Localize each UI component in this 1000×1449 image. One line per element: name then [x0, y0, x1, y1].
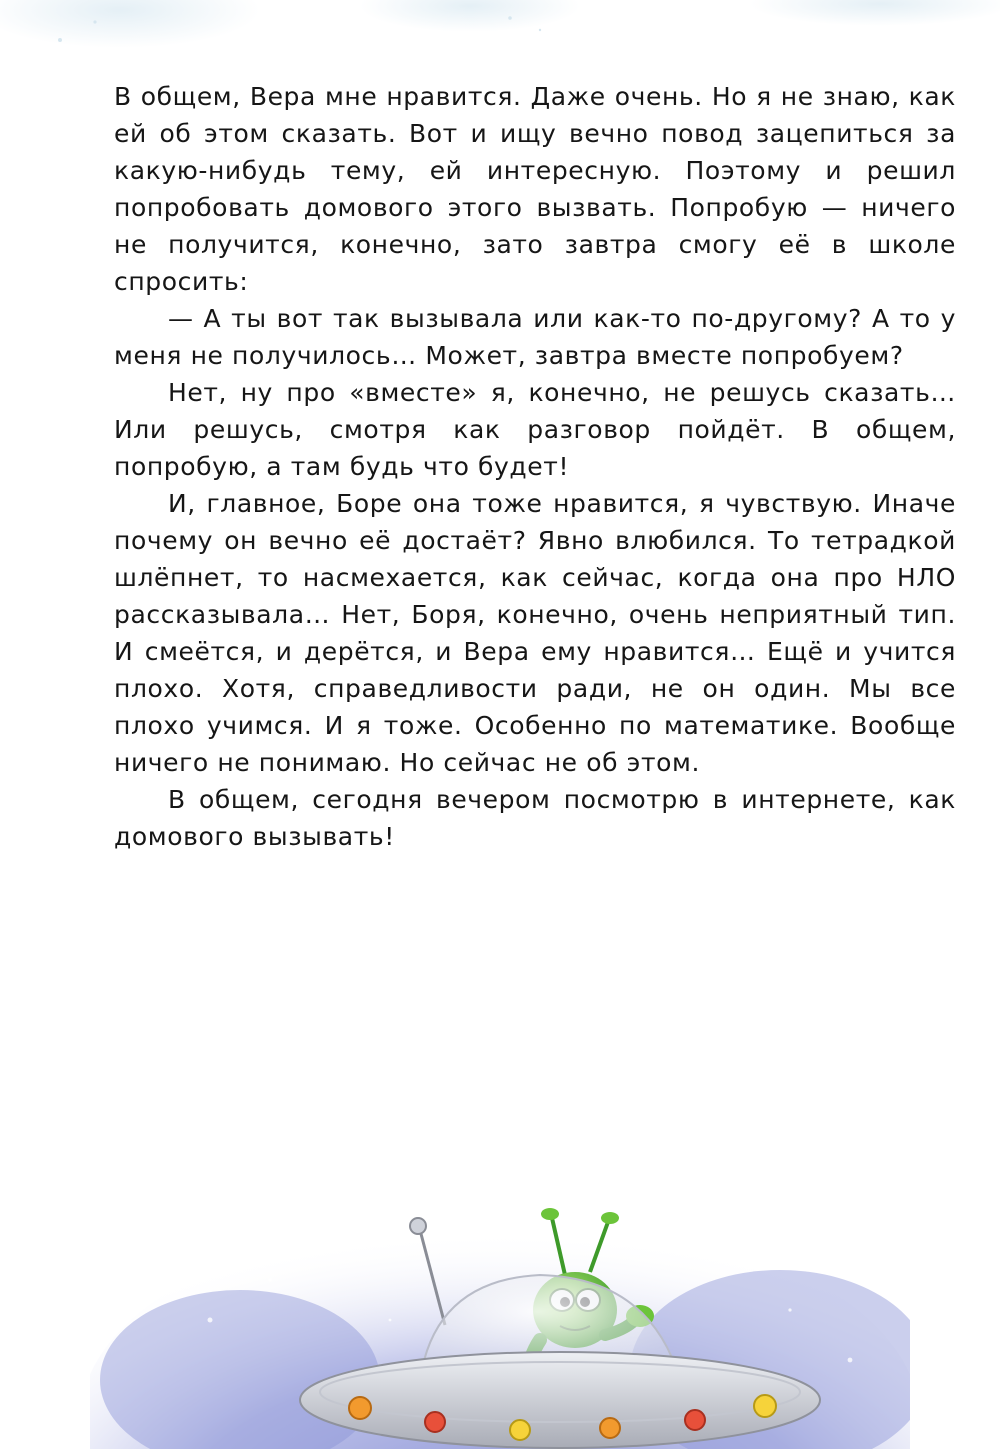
saucer-antenna-tip [410, 1218, 426, 1234]
alien-in-flying-saucer-illustration [90, 1170, 910, 1449]
saucer-light [754, 1395, 776, 1417]
paragraph: Нет, ну про «вместе» я, конечно, не решусь сказать… Или решусь, смотря как разговор пойдёт. В общем, попробую, а там будь что будет! [114, 378, 956, 481]
paragraph: — А ты вот так вызывала или как-то по-другому? А то у меня не получилось… Может, завтра вместе попробуем? [114, 304, 956, 370]
saucer-body [300, 1352, 820, 1448]
saucer-light [349, 1397, 371, 1419]
saucer-light [600, 1418, 620, 1438]
paragraph: И, главное, Боре она тоже нравится, я чувствую. Иначе почему он вечно её достаёт? Явно влюбился. То тетрадкой шлёпнет, то насмехается, как сейчас, когда она про НЛО рассказывала… Нет, Боря, конечно, очень неприятный тип. И смеётся, и дерётся, и Вера ему нравится… Ещё и учится плохо. Хотя, справедливости ради, не он один. Мы все плохо учимся. И я тоже. Особенно по математике. Вообще ничего не понимаю. Но сейчас не об этом. [114, 489, 956, 777]
paragraph: В общем, сегодня вечером посмотрю в интернете, как домового вызывать! [114, 785, 956, 851]
page-text [114, 78, 956, 855]
saucer-light [425, 1412, 445, 1432]
saucer-light [510, 1420, 530, 1440]
paragraph: В общем, Вера мне нравится. Даже очень. Но я не знаю, как ей об этом сказать. Вот и ищу вечно повод зацепиться за какую-нибудь тему, ей интересную. Поэтому и решил попробовать домового этого вызвать. Попробую — ничего не получится, конечно, зато завтра смогу её в школе спросить: [114, 82, 956, 296]
saucer-light [685, 1410, 705, 1430]
top-decorative-wash [0, 0, 1000, 80]
